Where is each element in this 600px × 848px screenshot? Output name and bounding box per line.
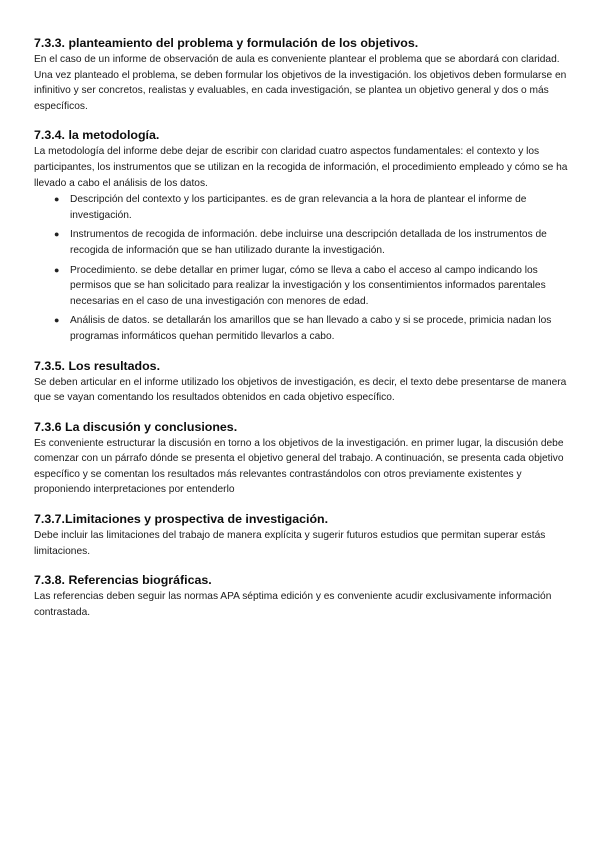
section-resultados — [34, 359, 568, 406]
paragraph: Las referencias deben seguir las normas APA séptima edición y es conveniente acudir exclusivamente información contrastada. — [34, 591, 552, 618]
bullet-icon: ● — [54, 315, 60, 326]
paragraph: Debe incluir las limitaciones del trabajo de manera explícita y sugerir futuros estudios que permitan superar estás limitaciones. — [34, 530, 546, 557]
list-item-text: Instrumentos de recogida de información. debe incluirse una descripción detallada de los instrumentos de recogida de información que se han utilizado durante la investigación. — [70, 229, 547, 256]
list-item — [54, 227, 568, 258]
section-discusion — [34, 420, 568, 498]
section-heading: 7.3.5. Los resultados. — [34, 358, 161, 373]
list-item — [54, 313, 568, 344]
paragraph: Es conveniente estructurar la discusión en torno a los objetivos de la investigación. en primer lugar, la discusión debe comenzar con un párrafo dónde se presenta el objetivo general del trabajo. A continuación, se presenta cada objetivo específico y se comentan los resultados más relevantes contrastándolos con otros previamente existentes y proponiendo interpretaciones por entenderlo — [34, 437, 564, 496]
bullet-icon: ● — [54, 264, 60, 275]
section-problema-objetivos — [34, 36, 568, 114]
section-heading: 7.3.7.Limitaciones y prospectiva de investigación. — [34, 512, 329, 527]
list-item — [54, 263, 568, 310]
list-item-text: Procedimiento. se debe detallar en primer lugar, cómo se lleva a cabo el acceso al campo indicando los permisos que se han solicitado para realizar la investigación y los consentimientos informados parentales necesarias en el caso de una investigación con menores de edad. — [70, 264, 546, 307]
section-heading: 7.3.6 La discusión y conclusiones. — [34, 419, 238, 434]
section-metodologia — [34, 128, 568, 344]
section-heading: 7.3.3. planteamiento del problema y formulación de los objetivos. — [34, 36, 419, 50]
list-item — [54, 192, 568, 223]
section-heading: 7.3.8. Referencias biográficas. — [34, 573, 212, 588]
list-item-text: Análisis de datos. se detallarán los amarillos que se han llevado a cabo y si se procede, primicia nadan los programas informáticos quehan permitido llevarlos a cabo. — [70, 315, 552, 342]
list-item-text: Descripción del contexto y los participantes. es de gran relevancia a la hora de plantear el informe de investigación. — [70, 194, 527, 221]
document-page — [34, 36, 568, 634]
bullet-icon: ● — [54, 194, 60, 205]
paragraph: Una vez planteado el problema, se deben formular los objetivos de la investigación. los objetivos deben formularse en infinitivo y ser concretos, realistas y evaluables, en cada investigación, se plantea un objetivo general y dos o más específicos. — [34, 69, 567, 112]
paragraph: La metodología del informe debe dejar de escribir con claridad cuatro aspectos fundamentales: el contexto y los participantes, los instrumentos que se utilizan en la recogida de información, el procedimiento empleado y cómo se ha llevado a cabo el análisis de los datos. — [34, 146, 568, 189]
paragraph: En el caso de un informe de observación de aula es conveniente plantear el problema que se abordará con claridad. — [34, 54, 560, 65]
section-limitaciones — [34, 512, 568, 559]
paragraph: Se deben articular en el informe utilizado los objetivos de investigación, es decir, el texto debe presentarse de manera que se vayan comentando los resultados obtenidos en cada objetivo específico. — [34, 376, 567, 404]
bullet-list — [34, 192, 568, 344]
bullet-icon: ● — [54, 229, 60, 240]
section-referencias — [34, 573, 568, 620]
section-heading: 7.3.4. la metodología. — [34, 128, 160, 143]
